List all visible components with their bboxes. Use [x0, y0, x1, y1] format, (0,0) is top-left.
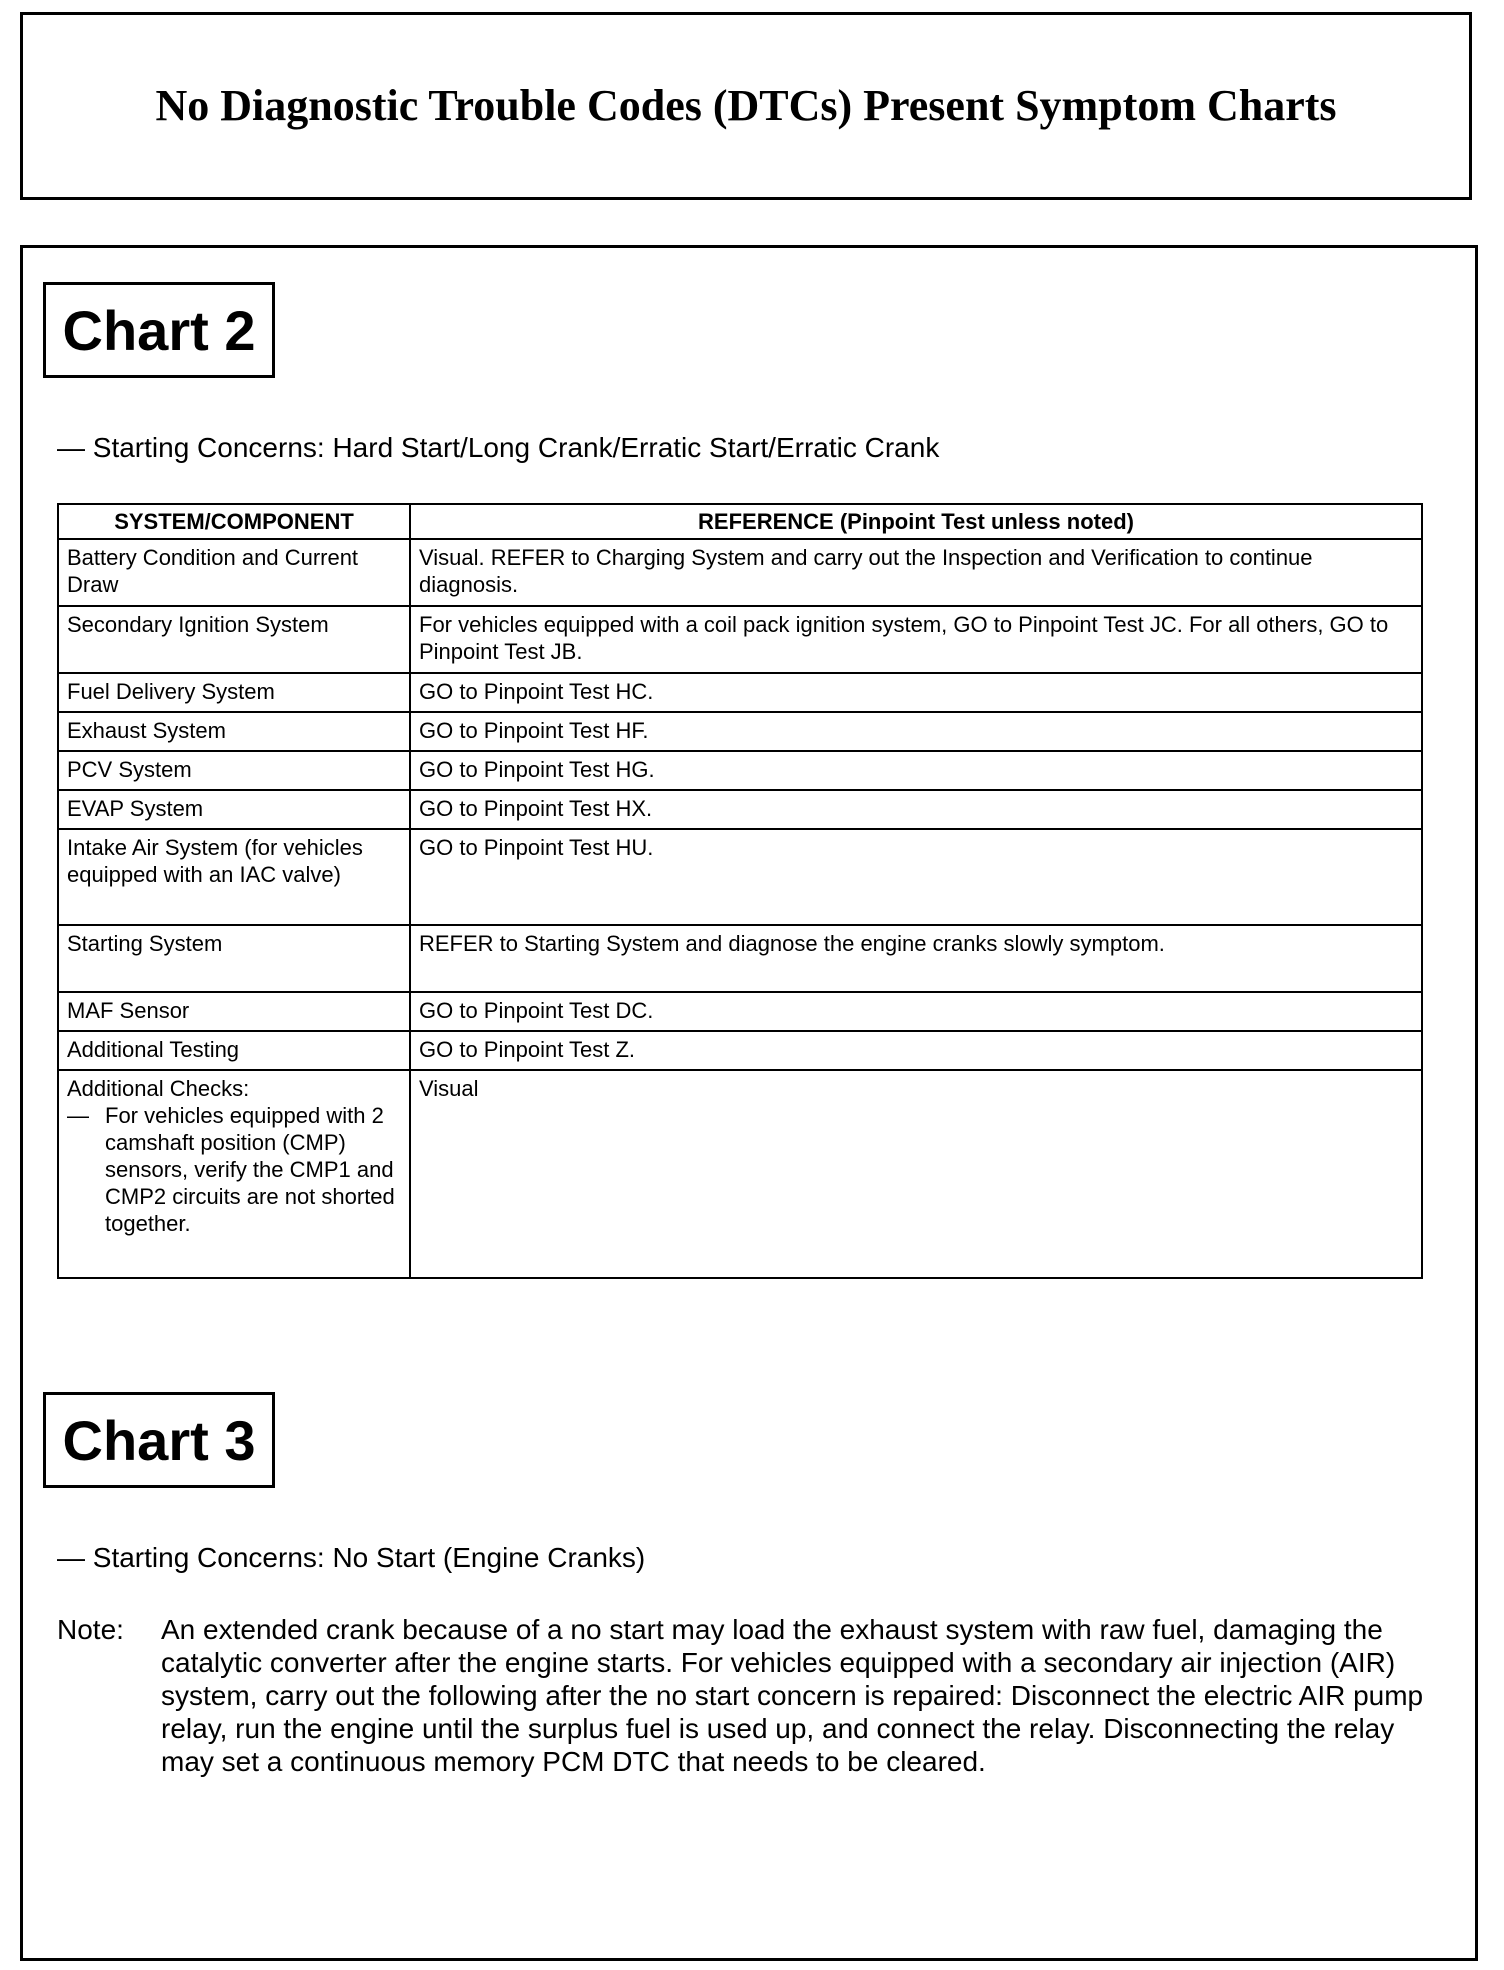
reference-cell: GO to Pinpoint Test HC.: [410, 673, 1422, 712]
table-row: [58, 751, 1422, 790]
chart-2-label: Chart 2: [43, 282, 275, 378]
reference-cell: GO to Pinpoint Test HF.: [410, 712, 1422, 751]
note-text: An extended crank because of a no start may load the exhaust system with raw fuel, damaging the catalytic converter after the engine starts. For vehicles equipped with a secondary air injection (AIR) system, carry out the following after the no start concern is repaired: Disconnect the electric AIR pump relay, run the engine until the surplus fuel is used up, and connect the relay. Disconnecting the relay may set a continuous memory PCM DTC that needs to be cleared.: [161, 1614, 1424, 1777]
table-row: [58, 712, 1422, 751]
table-row: [58, 790, 1422, 829]
reference-cell: GO to Pinpoint Test HX.: [410, 790, 1422, 829]
reference-cell: GO to Pinpoint Test HU.: [410, 829, 1422, 925]
note-label: Note:: [57, 1614, 124, 1645]
list-item: — For vehicles equipped with 2 camshaft position (CMP) sensors, verify the CMP1 and CMP2 circuits are not shorted together.: [67, 1102, 401, 1237]
reference-cell: GO to Pinpoint Test HG.: [410, 751, 1422, 790]
content-panel: [20, 245, 1478, 1961]
additional-checks-list: [67, 1102, 401, 1237]
system-cell: EVAP System: [58, 790, 410, 829]
chart-2-concern: — Starting Concerns: Hard Start/Long Crank/Erratic Start/Erratic Crank: [57, 432, 940, 463]
system-cell: MAF Sensor: [58, 992, 410, 1031]
table-row: [58, 925, 1422, 992]
system-cell: Intake Air System (for vehicles equipped with an IAC valve): [58, 829, 410, 925]
reference-cell: REFER to Starting System and diagnose the engine cranks slowly symptom.: [410, 925, 1422, 992]
table-row: [58, 829, 1422, 925]
table-row: [58, 992, 1422, 1031]
table-row: [58, 1070, 1422, 1278]
table-row: [58, 1031, 1422, 1070]
note: [57, 1613, 1437, 1778]
table-header-row: [58, 504, 1422, 539]
system-cell: PCV System: [58, 751, 410, 790]
chart-3-label: Chart 3: [43, 1392, 275, 1488]
table-row: [58, 539, 1422, 606]
table-row: [58, 673, 1422, 712]
chart-3-concern: — Starting Concerns: No Start (Engine Cranks): [57, 1542, 646, 1573]
system-cell: Battery Condition and Current Draw: [58, 539, 410, 606]
system-cell: Secondary Ignition System: [58, 606, 410, 673]
reference-cell: GO to Pinpoint Test DC.: [410, 992, 1422, 1031]
system-cell: Fuel Delivery System: [58, 673, 410, 712]
column-header-system: SYSTEM/COMPONENT: [58, 504, 410, 539]
system-cell: Starting System: [58, 925, 410, 992]
page-title-box: [20, 12, 1472, 200]
column-header-reference: REFERENCE (Pinpoint Test unless noted): [410, 504, 1422, 539]
reference-cell: For vehicles equipped with a coil pack ignition system, GO to Pinpoint Test JC. For all others, GO to Pinpoint Test JB.: [410, 606, 1422, 673]
reference-cell: Visual. REFER to Charging System and carry out the Inspection and Verification to continue diagnosis.: [410, 539, 1422, 606]
table-row: [58, 606, 1422, 673]
system-cell: Exhaust System: [58, 712, 410, 751]
system-cell: [58, 1070, 410, 1278]
reference-cell: Visual: [410, 1070, 1422, 1278]
reference-cell: GO to Pinpoint Test Z.: [410, 1031, 1422, 1070]
system-cell: Additional Testing: [58, 1031, 410, 1070]
chart-2-table: [57, 503, 1423, 1279]
additional-checks-heading: Additional Checks:: [67, 1076, 250, 1101]
page-title: No Diagnostic Trouble Codes (DTCs) Present Symptom Charts: [155, 81, 1337, 130]
